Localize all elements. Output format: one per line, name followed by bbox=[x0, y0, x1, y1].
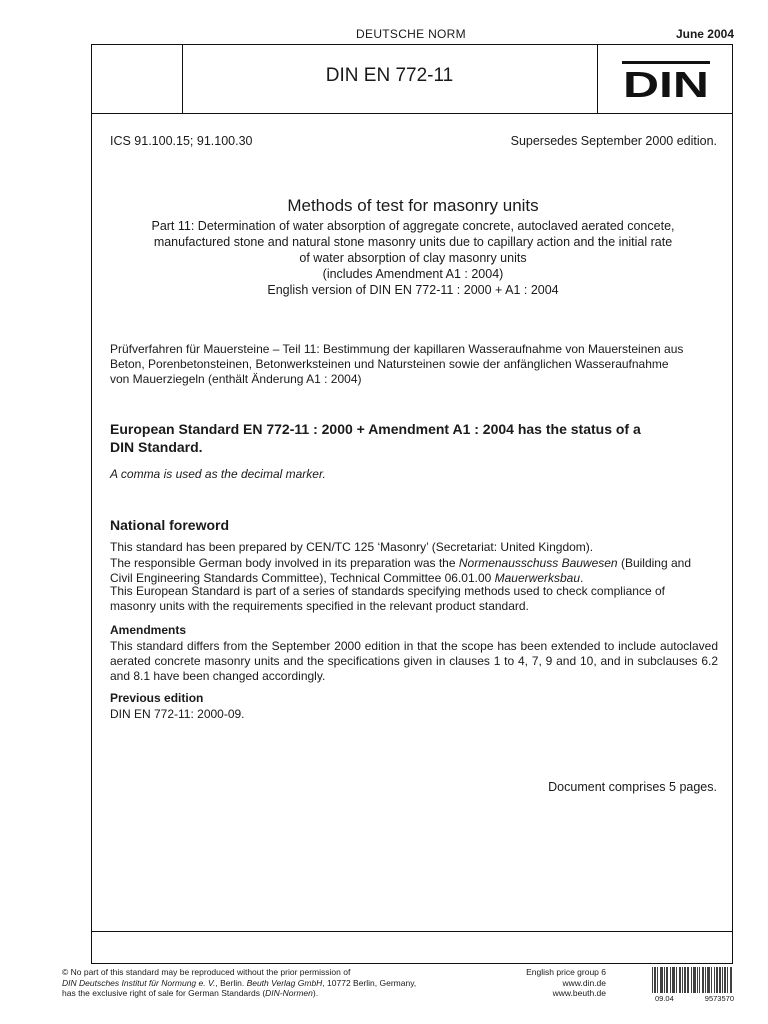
subtitle-line: Part 11: Determination of water absorption of aggregate concrete, autoclaved aerated concete, bbox=[151, 219, 675, 233]
din-website-link[interactable]: www.din.de bbox=[562, 977, 606, 988]
barcode-bar bbox=[667, 967, 668, 993]
text-span: , Berlin. bbox=[215, 977, 247, 988]
barcode-number: 9573570 bbox=[704, 994, 734, 1003]
national-foreword-heading: National foreword bbox=[110, 517, 230, 533]
barcode-bar bbox=[731, 967, 732, 993]
barcode-bar bbox=[674, 967, 675, 993]
norm-label: DEUTSCHE NORM bbox=[356, 27, 466, 41]
barcode-bar bbox=[685, 967, 686, 993]
page-count-note: Document comprises 5 pages. bbox=[548, 780, 717, 794]
barcode-bar bbox=[679, 967, 680, 993]
barcode-bar bbox=[657, 967, 658, 993]
text-span: has the exclusive right of sale for German Standards ( bbox=[62, 988, 266, 998]
barcode-bar bbox=[711, 967, 712, 993]
barcode-bar bbox=[709, 967, 710, 993]
barcode-bar bbox=[707, 967, 708, 993]
german-title-line: von Mauerziegeln (enthält Änderung A1 : 2004) bbox=[110, 372, 362, 386]
copyright-line bbox=[62, 978, 416, 989]
barcode-bar bbox=[695, 967, 696, 993]
barcode-bar bbox=[714, 967, 715, 993]
price-and-links bbox=[480, 967, 606, 999]
previous-edition-text: DIN EN 772-11: 2000-09. bbox=[110, 707, 245, 721]
barcode-bar bbox=[687, 967, 688, 993]
barcode-bar bbox=[676, 967, 677, 993]
barcode-bar bbox=[702, 967, 703, 993]
barcode-bar bbox=[673, 967, 674, 993]
barcode-bar bbox=[691, 967, 692, 993]
barcode-bar bbox=[666, 967, 667, 993]
barcode-bar bbox=[661, 967, 662, 993]
header-frame bbox=[91, 44, 733, 114]
technical-committee-name: Mauerwerksbau bbox=[494, 571, 581, 585]
barcode-bar bbox=[660, 967, 661, 993]
institute-name: DIN Deutsches Institut für Normung e. V. bbox=[62, 977, 216, 988]
foreword-paragraph bbox=[110, 584, 718, 614]
status-line: DIN Standard. bbox=[110, 439, 203, 455]
barcode-bar bbox=[730, 967, 731, 993]
subtitle-line: manufactured stone and natural stone masonry units due to capillary action and the initial rate bbox=[153, 235, 673, 249]
barcode-bar bbox=[655, 967, 656, 993]
barcode-bar bbox=[684, 967, 685, 993]
publisher-name: Beuth Verlag GmbH bbox=[246, 977, 323, 988]
barcode-bar bbox=[722, 967, 723, 993]
barcode-bar bbox=[705, 967, 706, 993]
text-span: . bbox=[580, 571, 584, 585]
subtitle-line: of water absorption of clay masonry units bbox=[299, 251, 527, 265]
standard-status bbox=[110, 420, 718, 456]
din-logo bbox=[602, 57, 730, 103]
foreword-paragraph bbox=[110, 556, 718, 586]
barcode-bar bbox=[682, 967, 683, 993]
barcode-date: 09.04 bbox=[655, 994, 674, 1003]
barcode bbox=[652, 967, 734, 993]
status-line: European Standard EN 772-11 : 2000 + Amendment A1 : 2004 has the status of a bbox=[110, 421, 641, 437]
foreword-line: masonry units with the requirements specified in the relevant product standard. bbox=[110, 599, 529, 613]
din-normen: DIN-Normen bbox=[265, 988, 313, 998]
german-title-line: Prüfverfahren für Mauersteine – Teil 11: Bestimmung der kapillaren Wasseraufnahme von Mauersteinen aus bbox=[110, 342, 684, 356]
text-span: Civil Engineering Standards Committee), Technical Committee 06.01.00 bbox=[110, 571, 495, 585]
subtitle-line: (includes Amendment A1 : 2004) bbox=[322, 267, 504, 281]
german-title bbox=[110, 342, 718, 387]
text-span: The responsible German body involved in its preparation was the bbox=[110, 556, 459, 570]
barcode-bar bbox=[699, 967, 700, 993]
publication-date: June 2004 bbox=[675, 27, 734, 41]
barcode-bar bbox=[672, 967, 673, 993]
barcode-bar bbox=[708, 967, 709, 993]
barcode-bar bbox=[720, 967, 721, 993]
text-span: , 10772 Berlin, Germany, bbox=[322, 977, 417, 988]
committee-name: Normenausschuss Bauwesen bbox=[458, 556, 618, 570]
barcode-bar bbox=[670, 967, 671, 993]
barcode-bar bbox=[717, 967, 718, 993]
barcode-bar bbox=[664, 967, 665, 993]
foreword-paragraph bbox=[110, 540, 718, 555]
barcode-bar bbox=[719, 967, 720, 993]
ics-codes: ICS 91.100.15; 91.100.30 bbox=[110, 134, 253, 148]
amendments-heading: Amendments bbox=[110, 623, 187, 637]
german-title-line: Beton, Porenbetonsteinen, Betonwerksteinen und Natursteinen sowie der anfänglichen Wasseraufnahme bbox=[110, 357, 669, 371]
document-title: Methods of test for masonry units bbox=[287, 196, 539, 215]
subtitle-line: English version of DIN EN 772-11 : 2000 + A1 : 2004 bbox=[267, 283, 559, 297]
barcode-bar bbox=[697, 967, 698, 993]
bottom-rule bbox=[92, 931, 732, 932]
copyright-line: © No part of this standard may be reproduced without the prior permission of bbox=[62, 967, 351, 977]
document-subtitle bbox=[110, 218, 716, 298]
din-logo-text: DIN bbox=[623, 64, 709, 103]
barcode-bar bbox=[716, 967, 717, 993]
barcode-bar bbox=[680, 967, 681, 993]
barcode-bar bbox=[727, 967, 728, 993]
foreword-line bbox=[110, 556, 718, 571]
barcode-bar bbox=[688, 967, 689, 993]
decimal-marker-note: A comma is used as the decimal marker. bbox=[110, 467, 326, 481]
barcode-bar bbox=[693, 967, 694, 993]
barcode-bar bbox=[654, 967, 655, 993]
barcode-bar bbox=[725, 967, 726, 993]
barcode-bar bbox=[694, 967, 695, 993]
text-span: ). bbox=[312, 988, 319, 998]
beuth-website-link[interactable]: www.beuth.de bbox=[552, 988, 606, 998]
copyright-notice bbox=[62, 967, 416, 999]
header-divider-right bbox=[597, 45, 598, 113]
copyright-line bbox=[62, 988, 416, 999]
barcode-bar bbox=[662, 967, 663, 993]
text-span: (Building and bbox=[617, 556, 691, 570]
price-group: English price group 6 bbox=[526, 967, 606, 977]
previous-edition-heading: Previous edition bbox=[110, 691, 204, 705]
barcode-bar bbox=[724, 967, 725, 993]
foreword-line: This standard has been prepared by CEN/TC 125 ‘Masonry’ (Secretariat: United Kingdom). bbox=[110, 540, 594, 554]
supersedes-note: Supersedes September 2000 edition. bbox=[510, 134, 717, 148]
document-number: DIN EN 772-11 bbox=[325, 65, 454, 86]
barcode-bar bbox=[652, 967, 653, 993]
foreword-line: This European Standard is part of a series of standards specifying methods used to check compliance of bbox=[110, 584, 665, 598]
amendments-text: This standard differs from the September 2000 edition in that the scope has been extended to include autoclaved aerated concrete masonry units and the specifications given in clauses 1 to 4, 7, 9 and 10, and in subclauses 6.2 and 8.1 have been changed accordingly. bbox=[110, 639, 718, 683]
barcode-bar bbox=[703, 967, 704, 993]
